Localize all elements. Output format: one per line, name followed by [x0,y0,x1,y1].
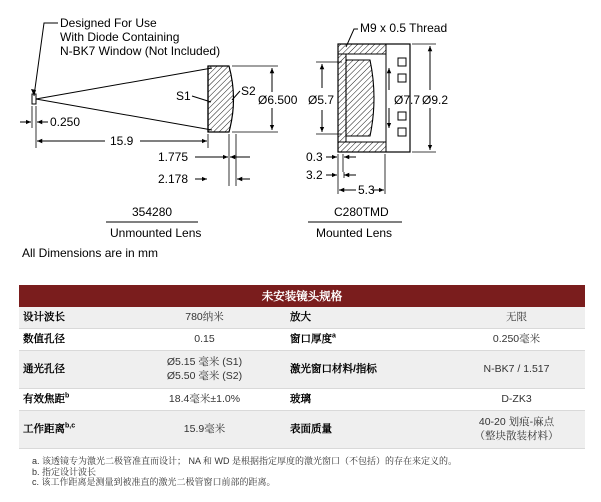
table-row [19,350,585,388]
s1-label: S1 [176,89,191,103]
diameter-92: Ø9.2 [422,93,449,107]
mounted-lens-drawing [306,21,448,240]
spec-value: 0.250毫米 [448,328,585,350]
footnotes [32,456,457,488]
spec-value: 15.9毫米 [123,410,286,448]
callout-line-1: Designed For Use [60,16,157,30]
s2-label: S2 [241,84,256,98]
dim-32: 3.2 [306,168,323,182]
spec-label: 数值孔径 [19,328,123,350]
footnote-c: c. 该工作距离是测量到被准直的激光二极管窗口前部的距离。 [32,477,276,487]
dim-1775: 1.775 [158,150,189,164]
spec-value: Ø5.15 毫米 (S1) Ø5.50 毫米 (S2) [123,350,286,388]
technical-drawing [0,0,601,250]
spec-value: D-ZK3 [448,388,585,410]
diameter-57: Ø5.7 [308,93,335,107]
dim-03: 0.3 [306,150,323,164]
unmounted-lens-drawing [20,16,298,240]
spec-value: 780纳米 [123,307,286,328]
spec-value: N-BK7 / 1.517 [448,350,585,388]
spec-label: 激光窗口材料/指标 [286,350,448,388]
spec-value: 40-20 划痕-麻点 （整块散装材料） [448,410,585,448]
part-number-354280: 354280 [132,205,173,219]
dim-2178: 2.178 [158,172,189,186]
table-row [19,388,585,410]
unmounted-lens-caption: Unmounted Lens [110,226,202,240]
footnote-a: a. 该透镜专为激光二极管准直而设计； NA 和 WD 是根据指定厚度的激光窗口（不包括）的存在来定义的。 [32,456,458,466]
callout-line-2: With Diode Containing [60,30,180,44]
diameter-6500: Ø6.500 [258,93,298,107]
table-title: 未安装镜头规格 [19,285,585,307]
footnote-b: b. 指定设计波长 [32,466,97,477]
callout-line-3: N-BK7 Window (Not Included) [60,44,221,58]
spec-value: 18.4毫米±1.0% [123,388,286,410]
mounted-lens-caption: Mounted Lens [316,226,393,240]
dim-0250: 0.250 [50,115,81,129]
dimensions-note: All Dimensions are in mm [22,246,159,260]
spec-label: 放大 [286,307,448,328]
spec-label: 设计波长 [19,307,123,328]
dim-159: 15.9 [110,134,134,148]
part-number-c280tmd: C280TMD [334,205,389,219]
thread-label: M9 x 0.5 Thread [360,21,448,35]
spec-value: 0.15 [123,328,286,350]
spec-label: 工作距离$^{b,c}$ [19,410,123,448]
specs-table [19,285,585,449]
spec-label: 通光孔径 [19,350,123,388]
spec-label: 玻璃 [286,388,448,410]
table-row [19,307,585,328]
spec-label: 表面质量 [286,410,448,448]
spec-label: 有效焦距$^b$ [19,388,123,410]
table-row [19,328,585,350]
spec-value: 无限 [448,307,585,328]
spec-label: 窗口厚度$^a$ [286,328,448,350]
diameter-77: Ø7.7 [394,93,421,107]
dim-53: 5.3 [358,183,375,197]
table-row [19,410,585,448]
